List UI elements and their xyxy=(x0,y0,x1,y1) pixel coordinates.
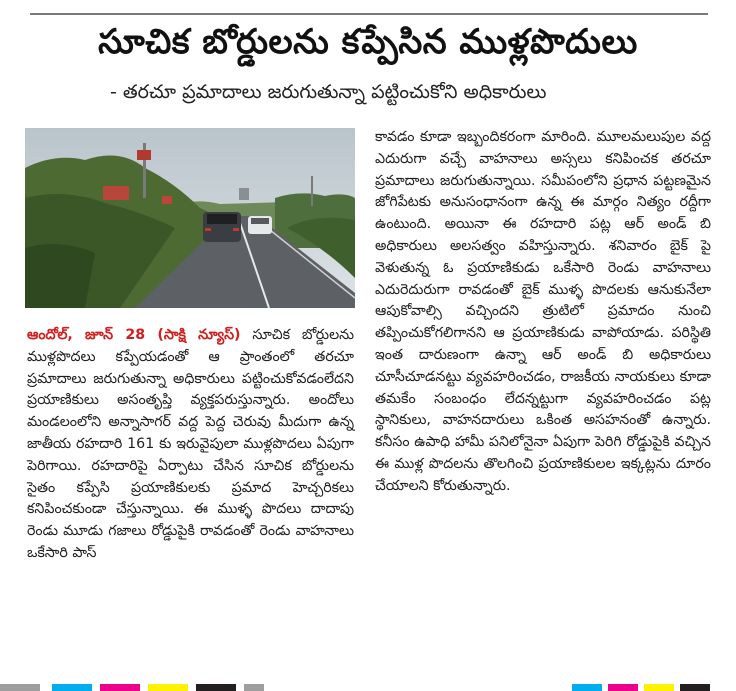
color-swatch xyxy=(52,684,92,691)
headline: సూచిక బోర్డులను కప్పేసిన ముళ్లపొదులు xyxy=(98,22,638,62)
dateline: ఆందోల్, జూన్ 28 (సాక్షి న్యూస్) xyxy=(27,327,241,343)
color-swatch xyxy=(100,684,140,691)
road-photo xyxy=(25,128,355,308)
article-body-left-text: సూచిక బోర్డులను ముళ్లపొదలు కప్పేయడంతో ఆ ప్రాంతంలో తరచూ ప్రమాదాలు జరుగుతున్నా అధికారులు పట్టించుకోవడంలేదని ప్రయాణికులు అసంతృప్తి వ్యక్తపరుస్తున్నారు. అందోలు మండలంలోని అన్నాసాగర్ వద్ద పెద్ద చెరువు మీదుగా ఉన్న జాతీయ రహదారి 161 కు ఇరువైపులా ముళ్లపొదలు ఏపుగా పెరిగాయి. రహదారిపై ఏర్పాటు చేసిన సూచిక బోర్డులను సైతం కప్పేసి ప్రయాణికులకు ప్రమాద హెచ్చరికలు కనిపించకుండా చేస్తున్నాయి. ఈ ముళ్ళ పొదలు దాదాపు రెండు మూడు గజాలు రోడ్డుపైకి రావడంతో రెండు వాహనాలు ఒకేసారి పాస్ xyxy=(27,327,354,561)
subheadline: - తరచూ ప్రమాదాలు జరుగుతున్నా పట్టించుకోని అధికారులు xyxy=(110,81,547,103)
color-swatch xyxy=(680,684,710,691)
color-swatch xyxy=(644,684,674,691)
article-body-left xyxy=(27,325,354,565)
road-photo-icon xyxy=(25,128,355,308)
top-rule xyxy=(30,13,708,15)
color-swatch xyxy=(572,684,602,691)
color-swatch xyxy=(608,684,638,691)
article-body-right: కావడం కూడా ఇబ్బందికరంగా మారింది. మూలమలుపుల వద్ద ఎదురుగా వచ్చే వాహనాలు అస్సలు కనిపించక తరచూ ప్రమాదాలు జరుగుతున్నాయి. సమీపంలోని ప్రధాన పట్టణమైన జోగిపేటకు అనుసంధానంగా ఉన్న ఈ మార్గం నిత్యం రద్దీగా ఉంటుంది. అయినా ఈ రహదారి పట్ల ఆర్ అండ్ బి అధికారులు అలసత్వం వహిస్తున్నారు. శనివారం బైక్ పై వెళుతున్న ఓ ప్రయాణికుడు ఒకేసారి రెండు వాహనాలు ఎదురెదురుగా రావడంతో బైక్ ముళ్ళ పొదలకు ఆనుకునేలా ఆపుకోవాల్సి వచ్చిందని త్రుటిలో ప్రమాదం నుంచి తప్పించుకోగలిగానని ఆ ప్రయాణికుడు వాపోయాడు. పరిస్థితి ఇంత దారుణంగా ఉన్నా ఆర్ అండ్ బి అధికారులు చూసీచూడనట్టు వ్యవహరించడం, రాజకీయ నాయకులు కూడా తమకేం సంబంధం లేదన్నట్టుగా వ్యవహరించడం పట్ల స్థానికులు, వాహనదారులు ఒకింత అసహనంతో ఉన్నారు. కనీసం ఉపాధి హామీ పనిలోనైనా ఏపుగా పెరిగి రోడ్డుపైకి వచ్చిన ఈ ముళ్ల పొదలను తొలగించి ప్రయాణికులల ఇక్కట్లను దూరం చేయాలని కోరుతున్నారు. xyxy=(375,129,711,494)
color-swatch xyxy=(196,684,236,691)
color-swatch xyxy=(244,684,264,691)
color-swatch xyxy=(0,684,40,691)
color-swatch xyxy=(148,684,188,691)
